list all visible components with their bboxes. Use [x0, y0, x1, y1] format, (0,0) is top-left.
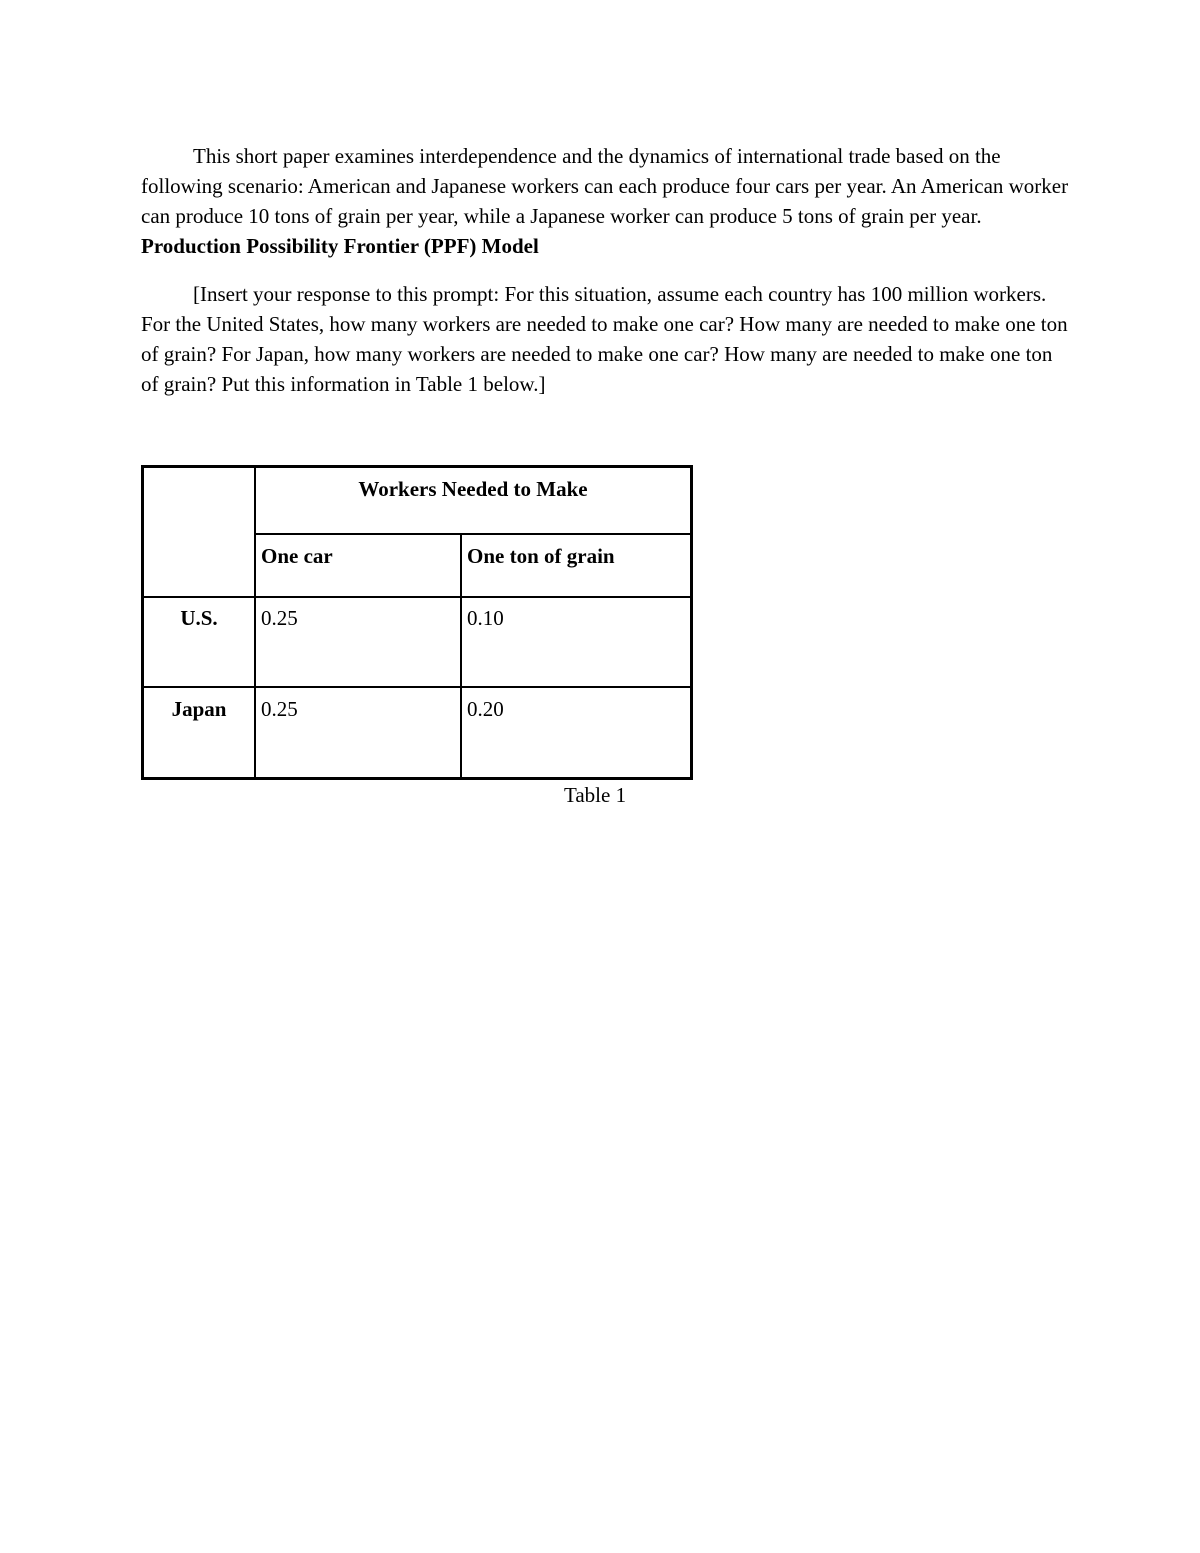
- table-divider-country-col: [254, 465, 256, 780]
- intro-paragraph-text: This short paper examines interdependence and the dynamics of international trade based on the following scenario: American and Japanese workers can each produce four cars per year. An American worker can produce 10 tons of grain per year, while a Japanese worker can produce 5 tons of grain per year.: [141, 144, 1069, 228]
- workers-table: [141, 465, 693, 780]
- prompt-paragraph: [141, 279, 1071, 399]
- table-divider-car-col: [460, 534, 462, 780]
- table-border-top: [141, 465, 693, 468]
- table-cell-japan-grain: 0.20: [467, 697, 504, 721]
- table-divider-header: [141, 596, 693, 598]
- table-divider-row: [141, 686, 693, 688]
- table-cell-japan-car: 0.25: [261, 697, 298, 721]
- table-divider-group-header: [254, 533, 693, 535]
- table-border-right: [690, 465, 693, 780]
- table-row-label: Japan: [171, 697, 227, 721]
- table-caption: Table 1: [564, 783, 627, 807]
- table-header-car: One car: [261, 544, 333, 568]
- table-group-header: Workers Needed to Make: [358, 477, 588, 501]
- intro-paragraph: [141, 141, 1071, 261]
- table-border-bottom: [141, 777, 693, 780]
- section-heading: Production Possibility Frontier (PPF) Model: [141, 234, 539, 258]
- table-row-label: U.S.: [180, 606, 218, 630]
- table-header-grain: One ton of grain: [467, 544, 615, 568]
- prompt-paragraph-text: [Insert your response to this prompt: For this situation, assume each country has 100 million workers. For the United States, how many workers are needed to make one car? How many are needed to make one ton of grain? For Japan, how many workers are needed to make one car? How many are needed to make one ton of grain? Put this information in Table 1 below.]: [141, 282, 1068, 396]
- table-cell-us-grain: 0.10: [467, 606, 504, 630]
- table-cell-us-car: 0.25: [261, 606, 298, 630]
